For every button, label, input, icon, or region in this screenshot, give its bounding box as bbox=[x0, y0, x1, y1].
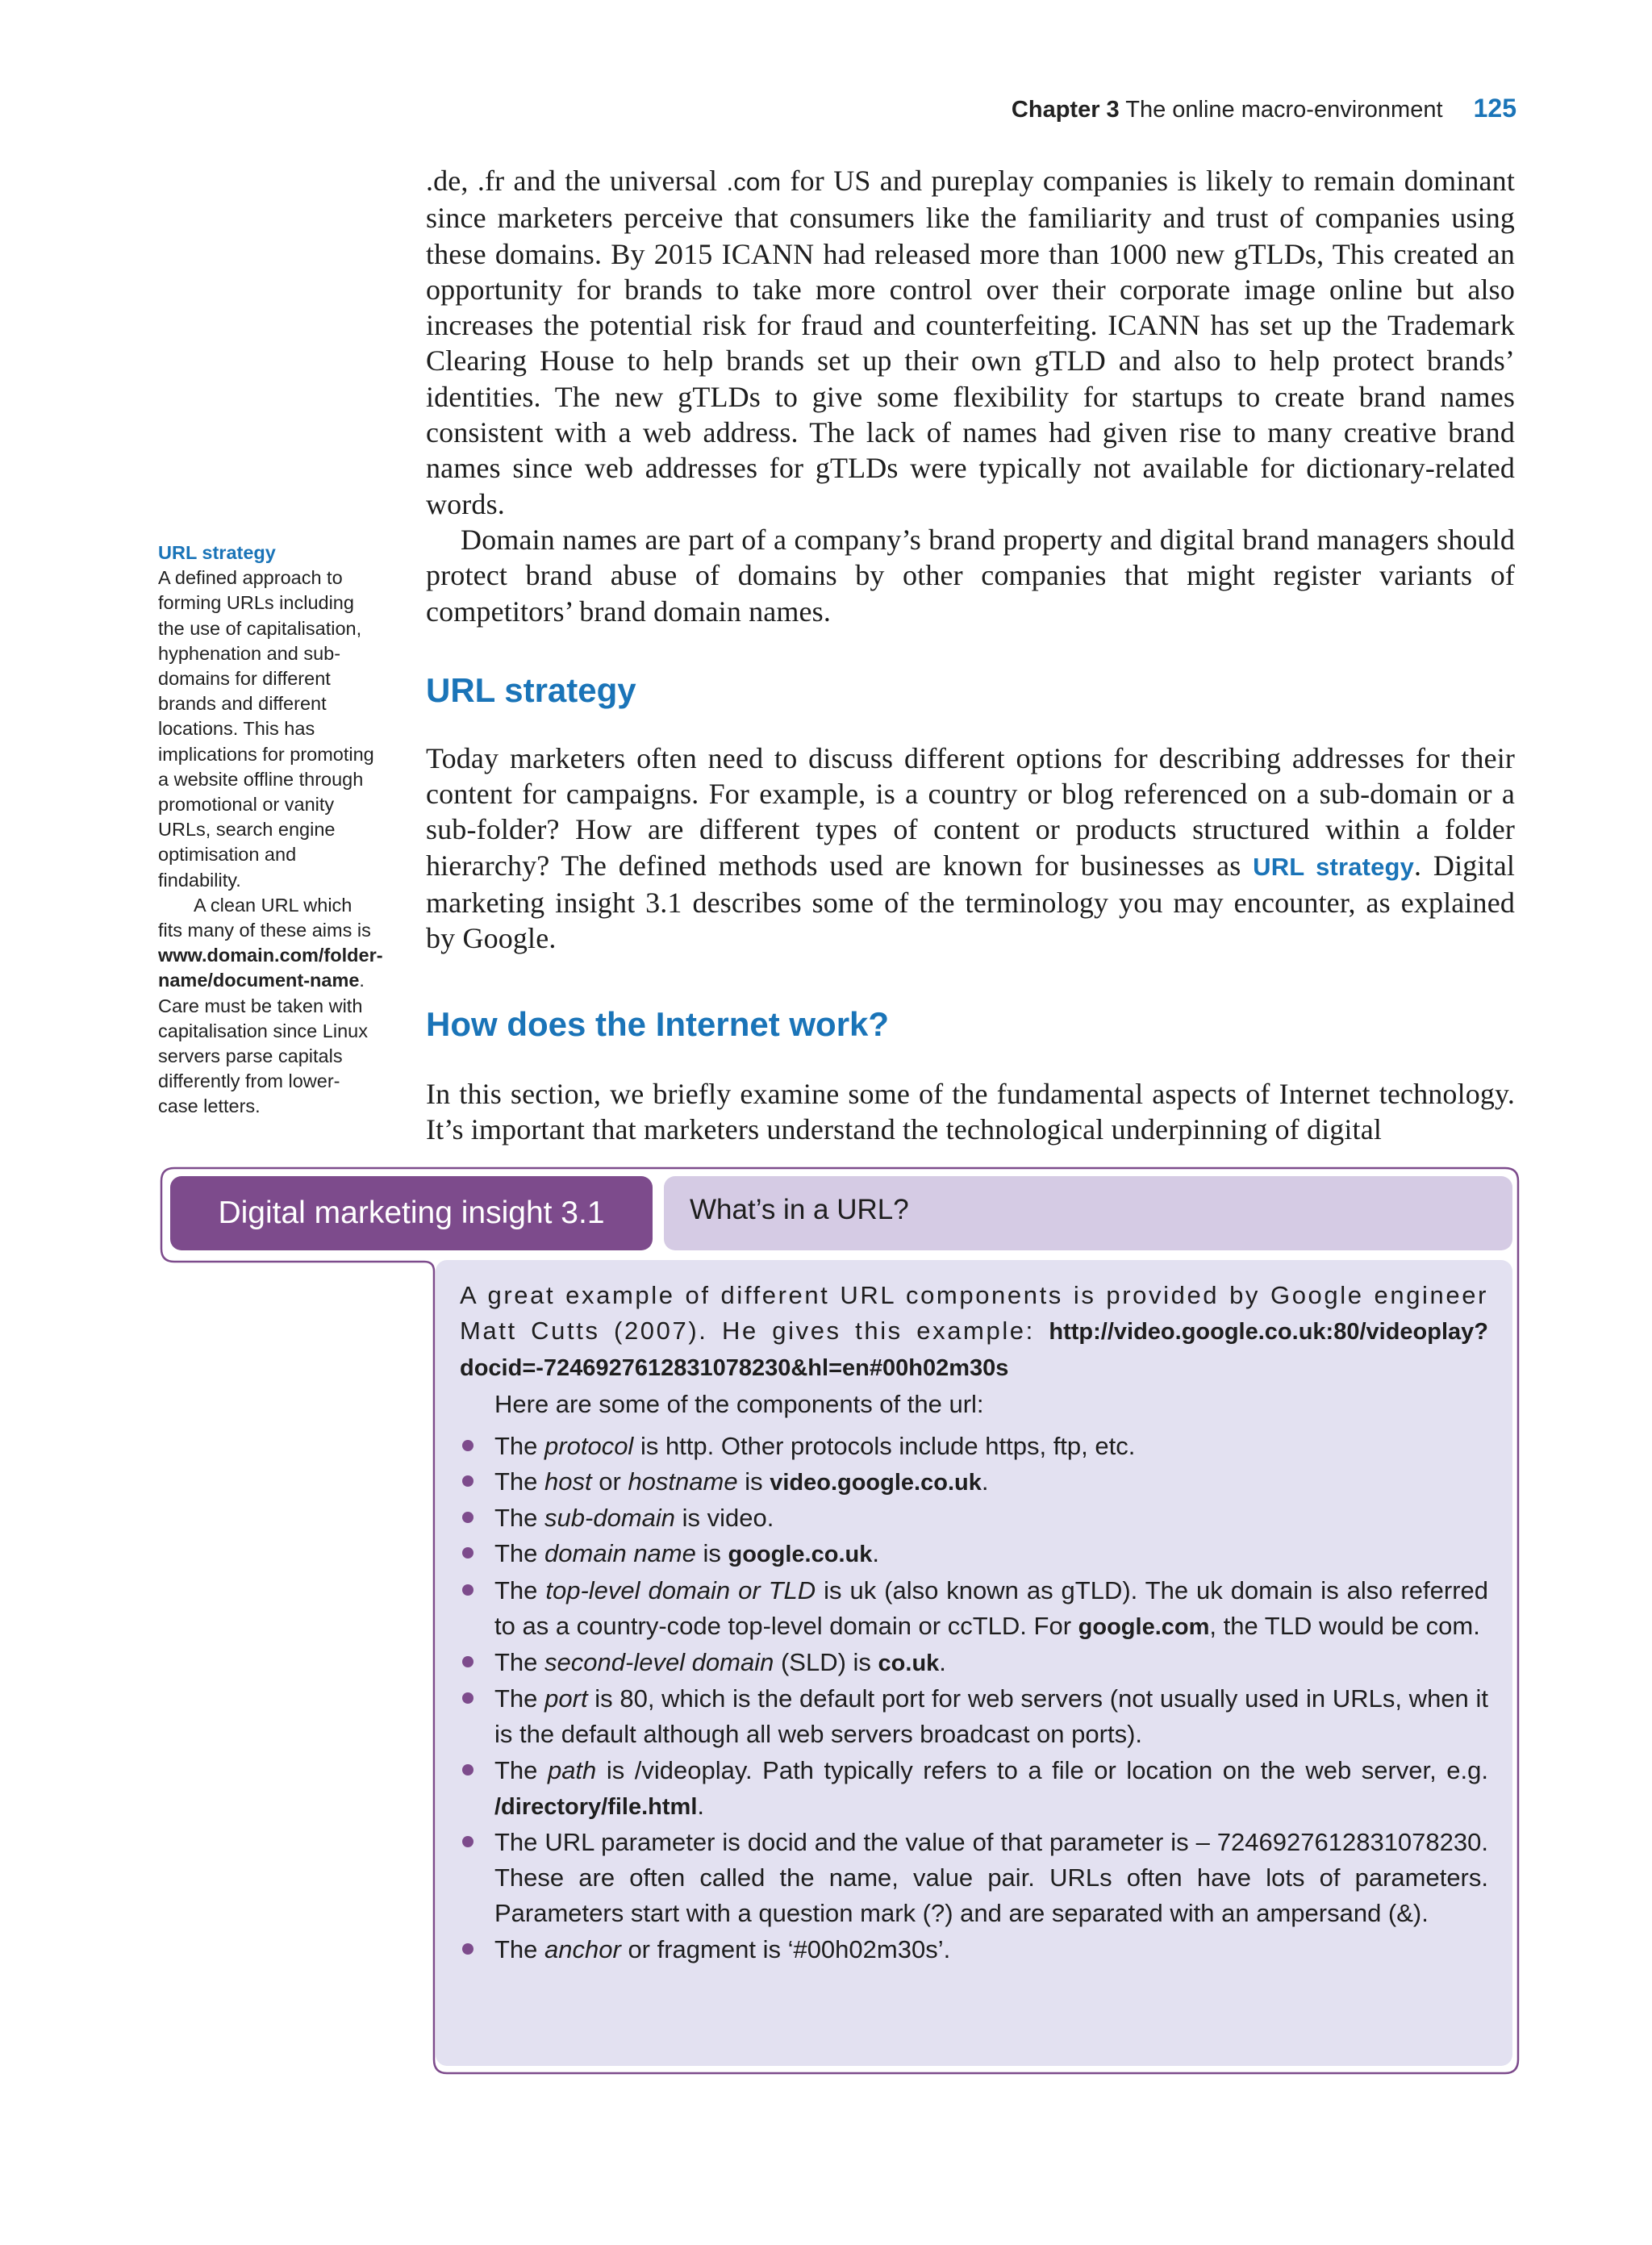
keyword-url-strategy: URL strategy bbox=[1253, 852, 1414, 881]
running-header bbox=[1012, 94, 1516, 123]
list-item: The URL parameter is docid and the value of that parameter is – 7246927612831078230. These are often called the name, value pair. URLs often have lots of parameters. Parameters start with a question mark (?) and are separated with an ampersand (&). bbox=[460, 1825, 1488, 1932]
chapter-title: The online macro-environment bbox=[1125, 97, 1443, 123]
list-item: The sub-domain is video. bbox=[460, 1500, 1488, 1536]
list-item: The domain name is google.co.uk. bbox=[460, 1536, 1488, 1572]
glossary-definition: A defined approach to forming URLs including the use of capitalisation, hyphenation and sub-domains for different brands and different locations. This has implications for promoting a website offline through promotional or vanity URLs, search engine optimisation and findability. bbox=[158, 567, 374, 891]
insight-label: Digital marketing insight 3.1 bbox=[170, 1176, 653, 1250]
body-paragraph: Today marketers often need to discuss different options for describing addresses for their content for campaigns. For example, is a country or blog referenced on a sub-domain or a sub-folder? How are different types of content or products structured within a folder hierarchy? The defined methods used are known for businesses as URL strategy. Digital marketing insight 3.1 describes some of the terminology you may encounter, as explained by Google. bbox=[426, 741, 1515, 955]
section-heading-url-strategy: URL strategy bbox=[426, 670, 636, 709]
list-item: The protocol is http. Other protocols include https, ftp, etc. bbox=[460, 1429, 1488, 1464]
glossary-example-url: www.domain.com/folder-name/document-name bbox=[158, 945, 383, 991]
chapter-number: Chapter 3 bbox=[1011, 97, 1120, 123]
list-item: The second-level domain (SLD) is co.uk. bbox=[460, 1645, 1488, 1681]
example-url: http://video.google.co.uk:80/videoplay?docid=-7246927612831078230&hl=en#00h02m30s bbox=[460, 1319, 1488, 1382]
body-paragraph: In this section, we briefly examine some of the fundamental aspects of Internet technology. It’s important that marketers understand the technological underpinning of digital bbox=[426, 1077, 1515, 1145]
com-domain: .com bbox=[726, 168, 782, 196]
list-item: The port is 80, which is the default port for web servers (not usually used in URLs, when it is the default although all web servers broadcast on ports). bbox=[460, 1681, 1488, 1752]
insight-title: What’s in a URL? bbox=[664, 1176, 1512, 1250]
margin-glossary bbox=[158, 540, 383, 1120]
insight-intro-2: Here are some of the components of the url: bbox=[494, 1389, 984, 1418]
section-heading-internet: How does the Internet work? bbox=[426, 1004, 890, 1043]
list-item: The top-level domain or TLD is uk (also known as gTLD). The uk domain is also referred to as a country-code top-level domain or ccTLD. For google.com, the TLD would be com. bbox=[460, 1573, 1488, 1645]
insight-intro: A great example of different URL components is provided by Google engineer Matt Cutts (2007). He gives this example: http://video.google.co.uk:80/videoplay?docid=-7246927612831078230&hl=en#00h02m30s bbox=[460, 1281, 1488, 1382]
glossary-term: URL strategy bbox=[158, 542, 276, 563]
page-number: 125 bbox=[1473, 94, 1516, 123]
url-components-list bbox=[460, 1429, 1488, 1968]
body-paragraph: Domain names are part of a company’s brand property and digital brand managers should protect brand abuse of domains by other companies that might register variants of competitors’ brand domain names. bbox=[426, 523, 1515, 628]
insight-content bbox=[436, 1260, 1512, 2066]
list-item: The anchor or fragment is ‘#00h02m30s’. bbox=[460, 1932, 1488, 1968]
glossary-note: A clean URL which fits many of these aims is www.domain.com/folder-name/document-name. Care must be taken with capitalisation since Linux servers parse capitals differently from lower-case letters. bbox=[158, 894, 383, 1117]
body-paragraph: .de, .fr and the universal .com for US and pureplay companies is likely to remain dominant since marketers perceive that consumers like the familiarity and trust of companies using these domains. By 2015 ICANN had released more than 1000 new gTLDs, This created an opportunity for brands to take more control over their corporate image online but also increases the potential risk for fraud and counterfeiting. ICANN has set up the Trademark Clearing House to help brands set up their own gTLD and also to help protect brands’ identities. The new gTLDs to give some flexibility for startups to create brand names consistent with a web address. The lack of names had given rise to many creative brand names since web addresses for gTLDs were typically not available for dictionary-related words. bbox=[426, 165, 1515, 520]
main-column bbox=[426, 163, 1515, 1147]
list-item: The path is /videoplay. Path typically refers to a file or location on the web server, e.g. /directory/file.html. bbox=[460, 1753, 1488, 1825]
list-item: The host or hostname is video.google.co.uk. bbox=[460, 1464, 1488, 1500]
